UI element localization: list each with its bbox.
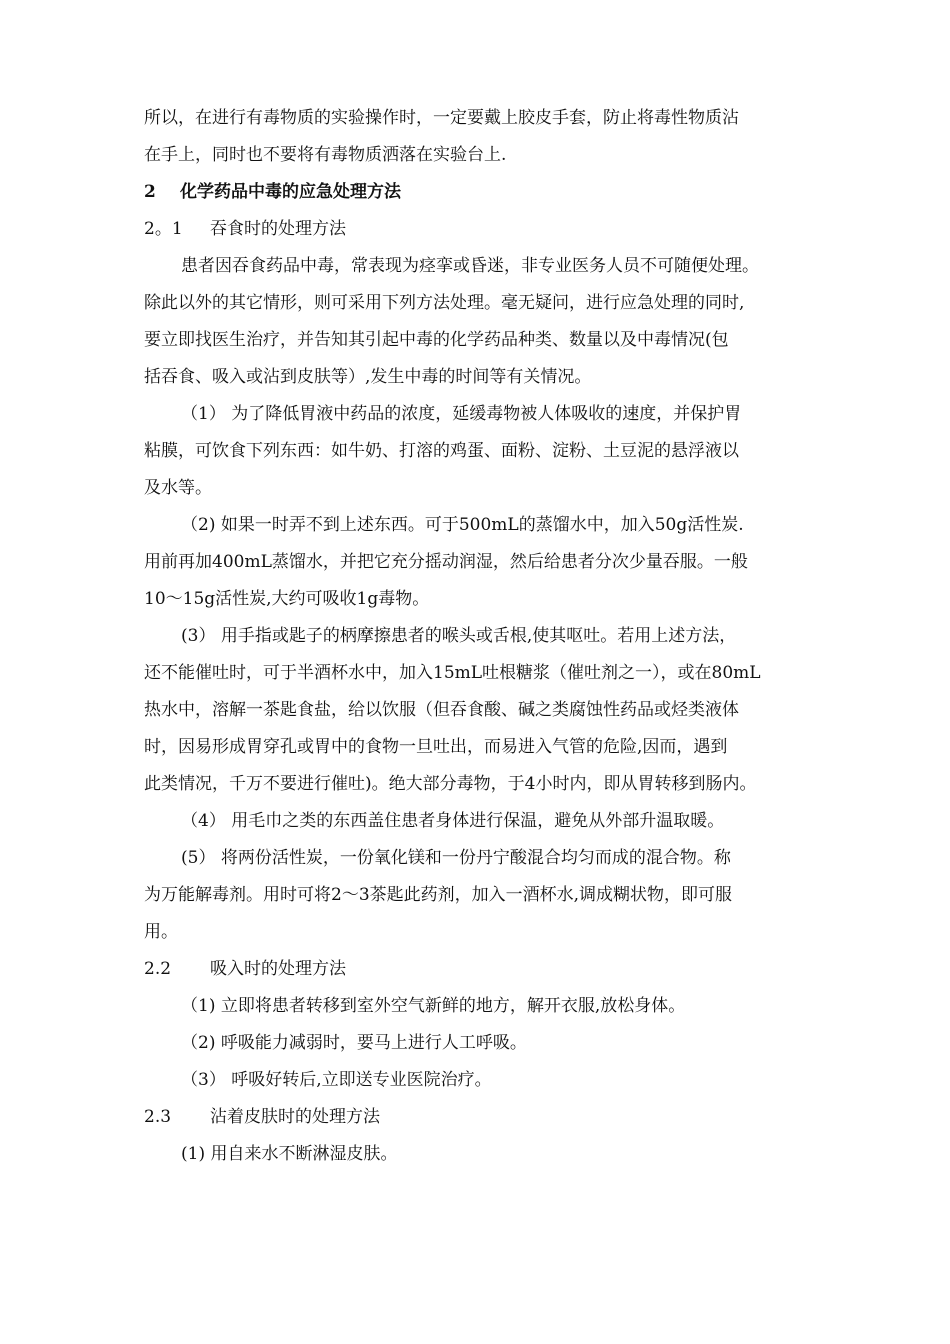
paragraph-line: 要立即找医生治疗，并告知其引起中毒的化学药品种类、数量以及中毒情况(包 bbox=[144, 330, 729, 350]
paragraph-line: 用前再加400mL蒸馏水，并把它充分摇动润湿，然后给患者分次少量吞服。一般 bbox=[144, 552, 748, 572]
paragraph-line: 热水中，溶解一茶匙食盐，给以饮服（但吞食酸、碱之类腐蚀性药品或烃类液体 bbox=[144, 700, 739, 720]
paragraph-line: 及水等。 bbox=[144, 478, 212, 498]
paragraph-line: 除此以外的其它情形，则可采用下列方法处理。毫无疑问，进行应急处理的同时, bbox=[144, 293, 745, 313]
list-item: （2) 呼吸能力减弱时，要马上进行人工呼吸。 bbox=[181, 1033, 527, 1053]
subsection-number: 2.2 bbox=[144, 959, 172, 979]
paragraph-line: 患者因吞食药品中毒，常表现为痉挛或昏迷，非专业医务人员不可随便处理。 bbox=[181, 256, 759, 276]
subsection-title: 吞食时的处理方法 bbox=[210, 219, 346, 239]
paragraph-line: 用。 bbox=[144, 922, 178, 942]
section-heading bbox=[144, 180, 401, 204]
list-item: (5） 将两份活性炭，一份氧化镁和一份丹宁酸混合均匀而成的混合物。称 bbox=[181, 848, 731, 868]
subsection-heading bbox=[144, 217, 346, 241]
paragraph-line: 10～15g活性炭,大约可吸收1g毒物。 bbox=[144, 589, 430, 609]
paragraph-line: 时，因易形成胃穿孔或胃中的食物一旦吐出，而易进入气管的危险,因而，遇到 bbox=[144, 737, 728, 757]
section-title: 化学药品中毒的应急处理方法 bbox=[180, 182, 401, 202]
paragraph-line: 粘膜，可饮食下列东西：如牛奶、打溶的鸡蛋、面粉、淀粉、土豆泥的悬浮液以 bbox=[144, 441, 739, 461]
paragraph-line: 括吞食、吸入或沾到皮肤等）,发生中毒的时间等有关情况。 bbox=[144, 367, 592, 387]
list-item: （4） 用毛巾之类的东西盖住患者身体进行保温，避免从外部升温取暖。 bbox=[181, 811, 725, 831]
list-item: (1) 用自来水不断淋湿皮肤。 bbox=[181, 1144, 398, 1164]
paragraph-line: 为万能解毒剂。用时可将2～3茶匙此药剂，加入一酒杯水,调成糊状物，即可服 bbox=[144, 885, 733, 905]
paragraph-line: 还不能催吐时，可于半酒杯水中，加入15mL吐根糖浆（催吐剂之一），或在80mL bbox=[144, 663, 761, 683]
subsection-title: 沾着皮肤时的处理方法 bbox=[210, 1107, 380, 1127]
list-item: (3） 用手指或匙子的柄摩擦患者的喉头或舌根,使其呕吐。若用上述方法， bbox=[181, 626, 737, 646]
paragraph-line: 所以，在进行有毒物质的实验操作时，一定要戴上胶皮手套，防止将毒性物质沾 bbox=[144, 108, 739, 128]
subsection-number: 2.3 bbox=[144, 1107, 172, 1127]
subsection-title: 吸入时的处理方法 bbox=[210, 959, 346, 979]
list-item: （1） 为了降低胃液中药品的浓度，延缓毒物被人体吸收的速度，并保护胃 bbox=[181, 404, 742, 424]
subsection-heading bbox=[144, 957, 346, 981]
paragraph-line: 在手上，同时也不要将有毒物质洒落在实验台上. bbox=[144, 145, 507, 165]
list-item: （3） 呼吸好转后,立即送专业医院治疗。 bbox=[181, 1070, 492, 1090]
subsection-heading bbox=[144, 1105, 380, 1129]
paragraph-line: 此类情况，千万不要进行催吐)。绝大部分毒物，于4小时内，即从胃转移到肠内。 bbox=[144, 774, 757, 794]
list-item: （2) 如果一时弄不到上述东西。可于500mL的蒸馏水中，加入50g活性炭. bbox=[181, 515, 744, 535]
subsection-number: 2。1 bbox=[144, 219, 183, 239]
list-item: （1) 立即将患者转移到室外空气新鲜的地方，解开衣服,放松身体。 bbox=[181, 996, 686, 1016]
section-number: 2 bbox=[144, 182, 156, 202]
